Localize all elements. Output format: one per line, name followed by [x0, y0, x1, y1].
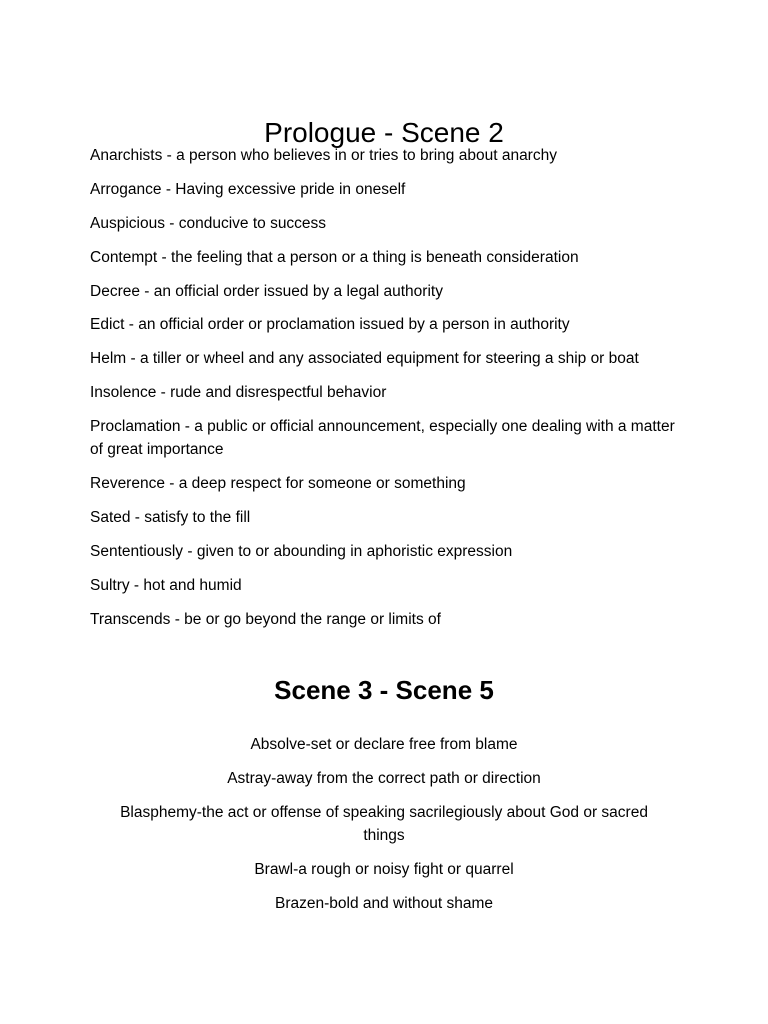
- vocab-entry: Sultry - hot and humid: [90, 576, 242, 594]
- vocab-entry: Transcends - be or go beyond the range or limits of: [90, 610, 441, 628]
- vocab-entry: Sententiously - given to or abounding in aphoristic expression: [90, 542, 513, 560]
- vocab-entry: Blasphemy-the act or offense of speaking sacrilegiously about God or sacred things: [120, 804, 648, 844]
- vocab-entry: Helm - a tiller or wheel and any associated equipment for steering a ship or boat: [90, 350, 639, 368]
- vocab-entry: Anarchists - a person who believes in or tries to bring about anarchy: [90, 147, 557, 164]
- vocab-entry: Auspicious - conducive to success: [90, 214, 327, 232]
- vocab-entry: Proclamation - a public or official announcement, especially one dealing with a matter of great importance: [90, 418, 675, 459]
- vocab-entry: Insolence - rude and disrespectful behavior: [90, 384, 387, 402]
- vocab-entry: Brazen-bold and without shame: [275, 895, 493, 912]
- vocab-entry: Brawl-a rough or noisy fight or quarrel: [254, 861, 514, 878]
- vocab-entry: Reverence - a deep respect for someone or something: [90, 475, 466, 493]
- vocab-entry: Arrogance - Having excessive pride in oneself: [90, 180, 406, 198]
- vocabulary-list-scene-3-5: [104, 733, 664, 926]
- vocab-entry: Contempt - the feeling that a person or a thing is beneath consideration: [90, 248, 579, 266]
- section-title-scene-3-5: Scene 3 - Scene 5: [274, 674, 494, 705]
- vocabulary-list-prologue: [90, 144, 690, 641]
- section-title-prologue: Prologue - Scene 2: [264, 116, 504, 148]
- vocab-entry: Edict - an official order or proclamation issued by a person in authority: [90, 316, 570, 334]
- vocab-entry: Decree - an official order issued by a legal authority: [90, 282, 443, 300]
- vocab-entry: Absolve-set or declare free from blame: [250, 736, 518, 753]
- vocab-entry: Sated - satisfy to the fill: [90, 508, 251, 526]
- vocab-entry: Astray-away from the correct path or direction: [227, 770, 541, 787]
